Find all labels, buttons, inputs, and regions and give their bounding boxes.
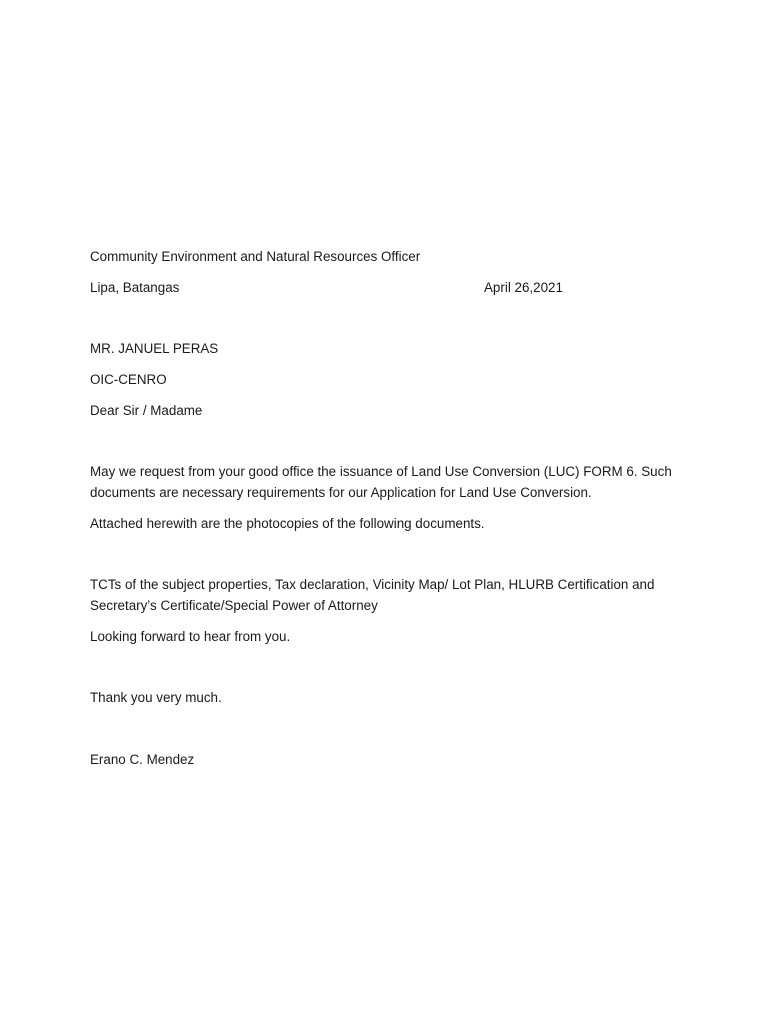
sender-location: Lipa, Batangas (90, 280, 180, 295)
documents-list-line-2: Secretary’s Certificate/Special Power of Attorney (90, 598, 378, 613)
sender-title: Community Environment and Natural Resources Officer (90, 249, 421, 264)
body-paragraph-2: Attached herewith are the photocopies of the following documents. (90, 516, 485, 531)
recipient-position: OIC-CENRO (90, 372, 167, 387)
documents-list-line-1: TCTs of the subject properties, Tax declaration, Vicinity Map/ Lot Plan, HLURB Certification and (90, 577, 655, 592)
salutation: Dear Sir / Madame (90, 403, 203, 418)
body-paragraph-1-line-1: May we request from your good office the issuance of Land Use Conversion (LUC) FORM 6. Such (90, 464, 672, 479)
thanks-line: Thank you very much. (90, 690, 222, 705)
body-paragraph-1-line-2: documents are necessary requirements for our Application for Land Use Conversion. (90, 485, 592, 500)
letter-date: April 26,2021 (484, 280, 563, 295)
closing-line: Looking forward to hear from you. (90, 629, 291, 644)
recipient-name: MR. JANUEL PERAS (90, 341, 219, 356)
signature-name: Erano C. Mendez (90, 752, 195, 767)
